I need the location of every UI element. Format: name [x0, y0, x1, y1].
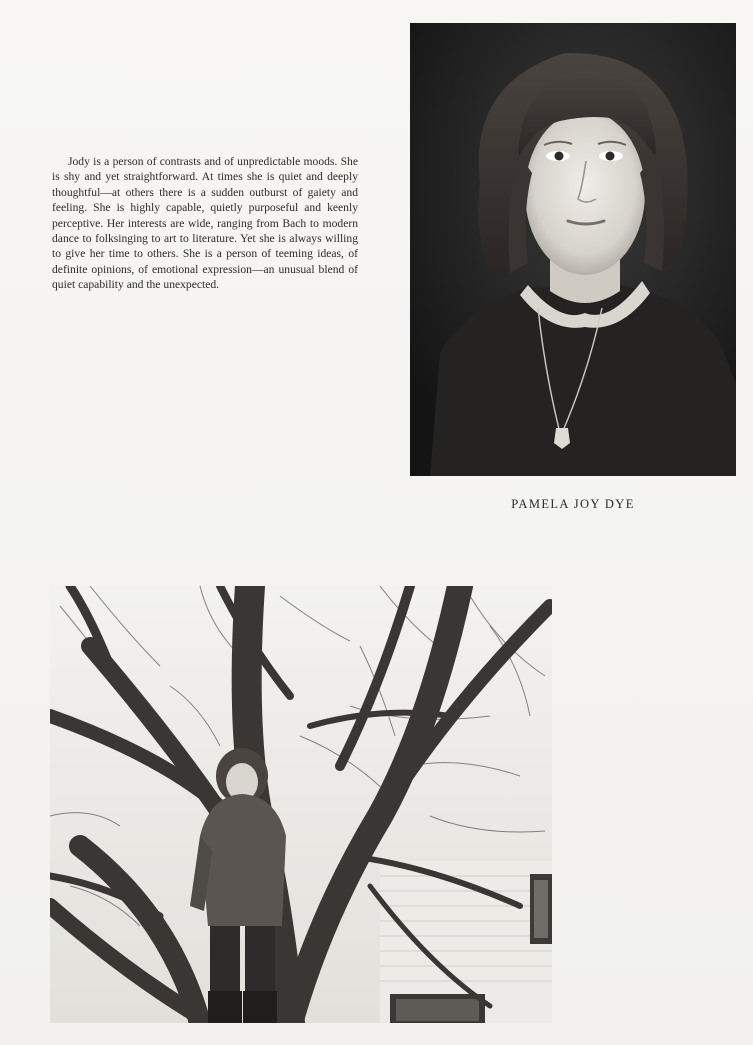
portrait-caption: PAMELA JOY DYE [511, 497, 635, 511]
portrait-photo [410, 23, 736, 476]
candid-tree-photo [50, 586, 552, 1023]
bio-paragraph: Jody is a person of contrasts and of unpredictable moods. She is shy and yet straightforward. At times she is quiet and deeply thoughtful—at others there is a sudden outburst of gaiety and feeling. She is highly capable, quietly purposeful and keenly perceptive. Her interests are wide, ranging from Bach to modern dance to folksinging to art to literature. Yet she is always willing to give her time to others. She is a person of teeming ideas, of definite opinions, of emotional expression—an unusual blend of quiet capability and the unexpected. [52, 155, 358, 292]
